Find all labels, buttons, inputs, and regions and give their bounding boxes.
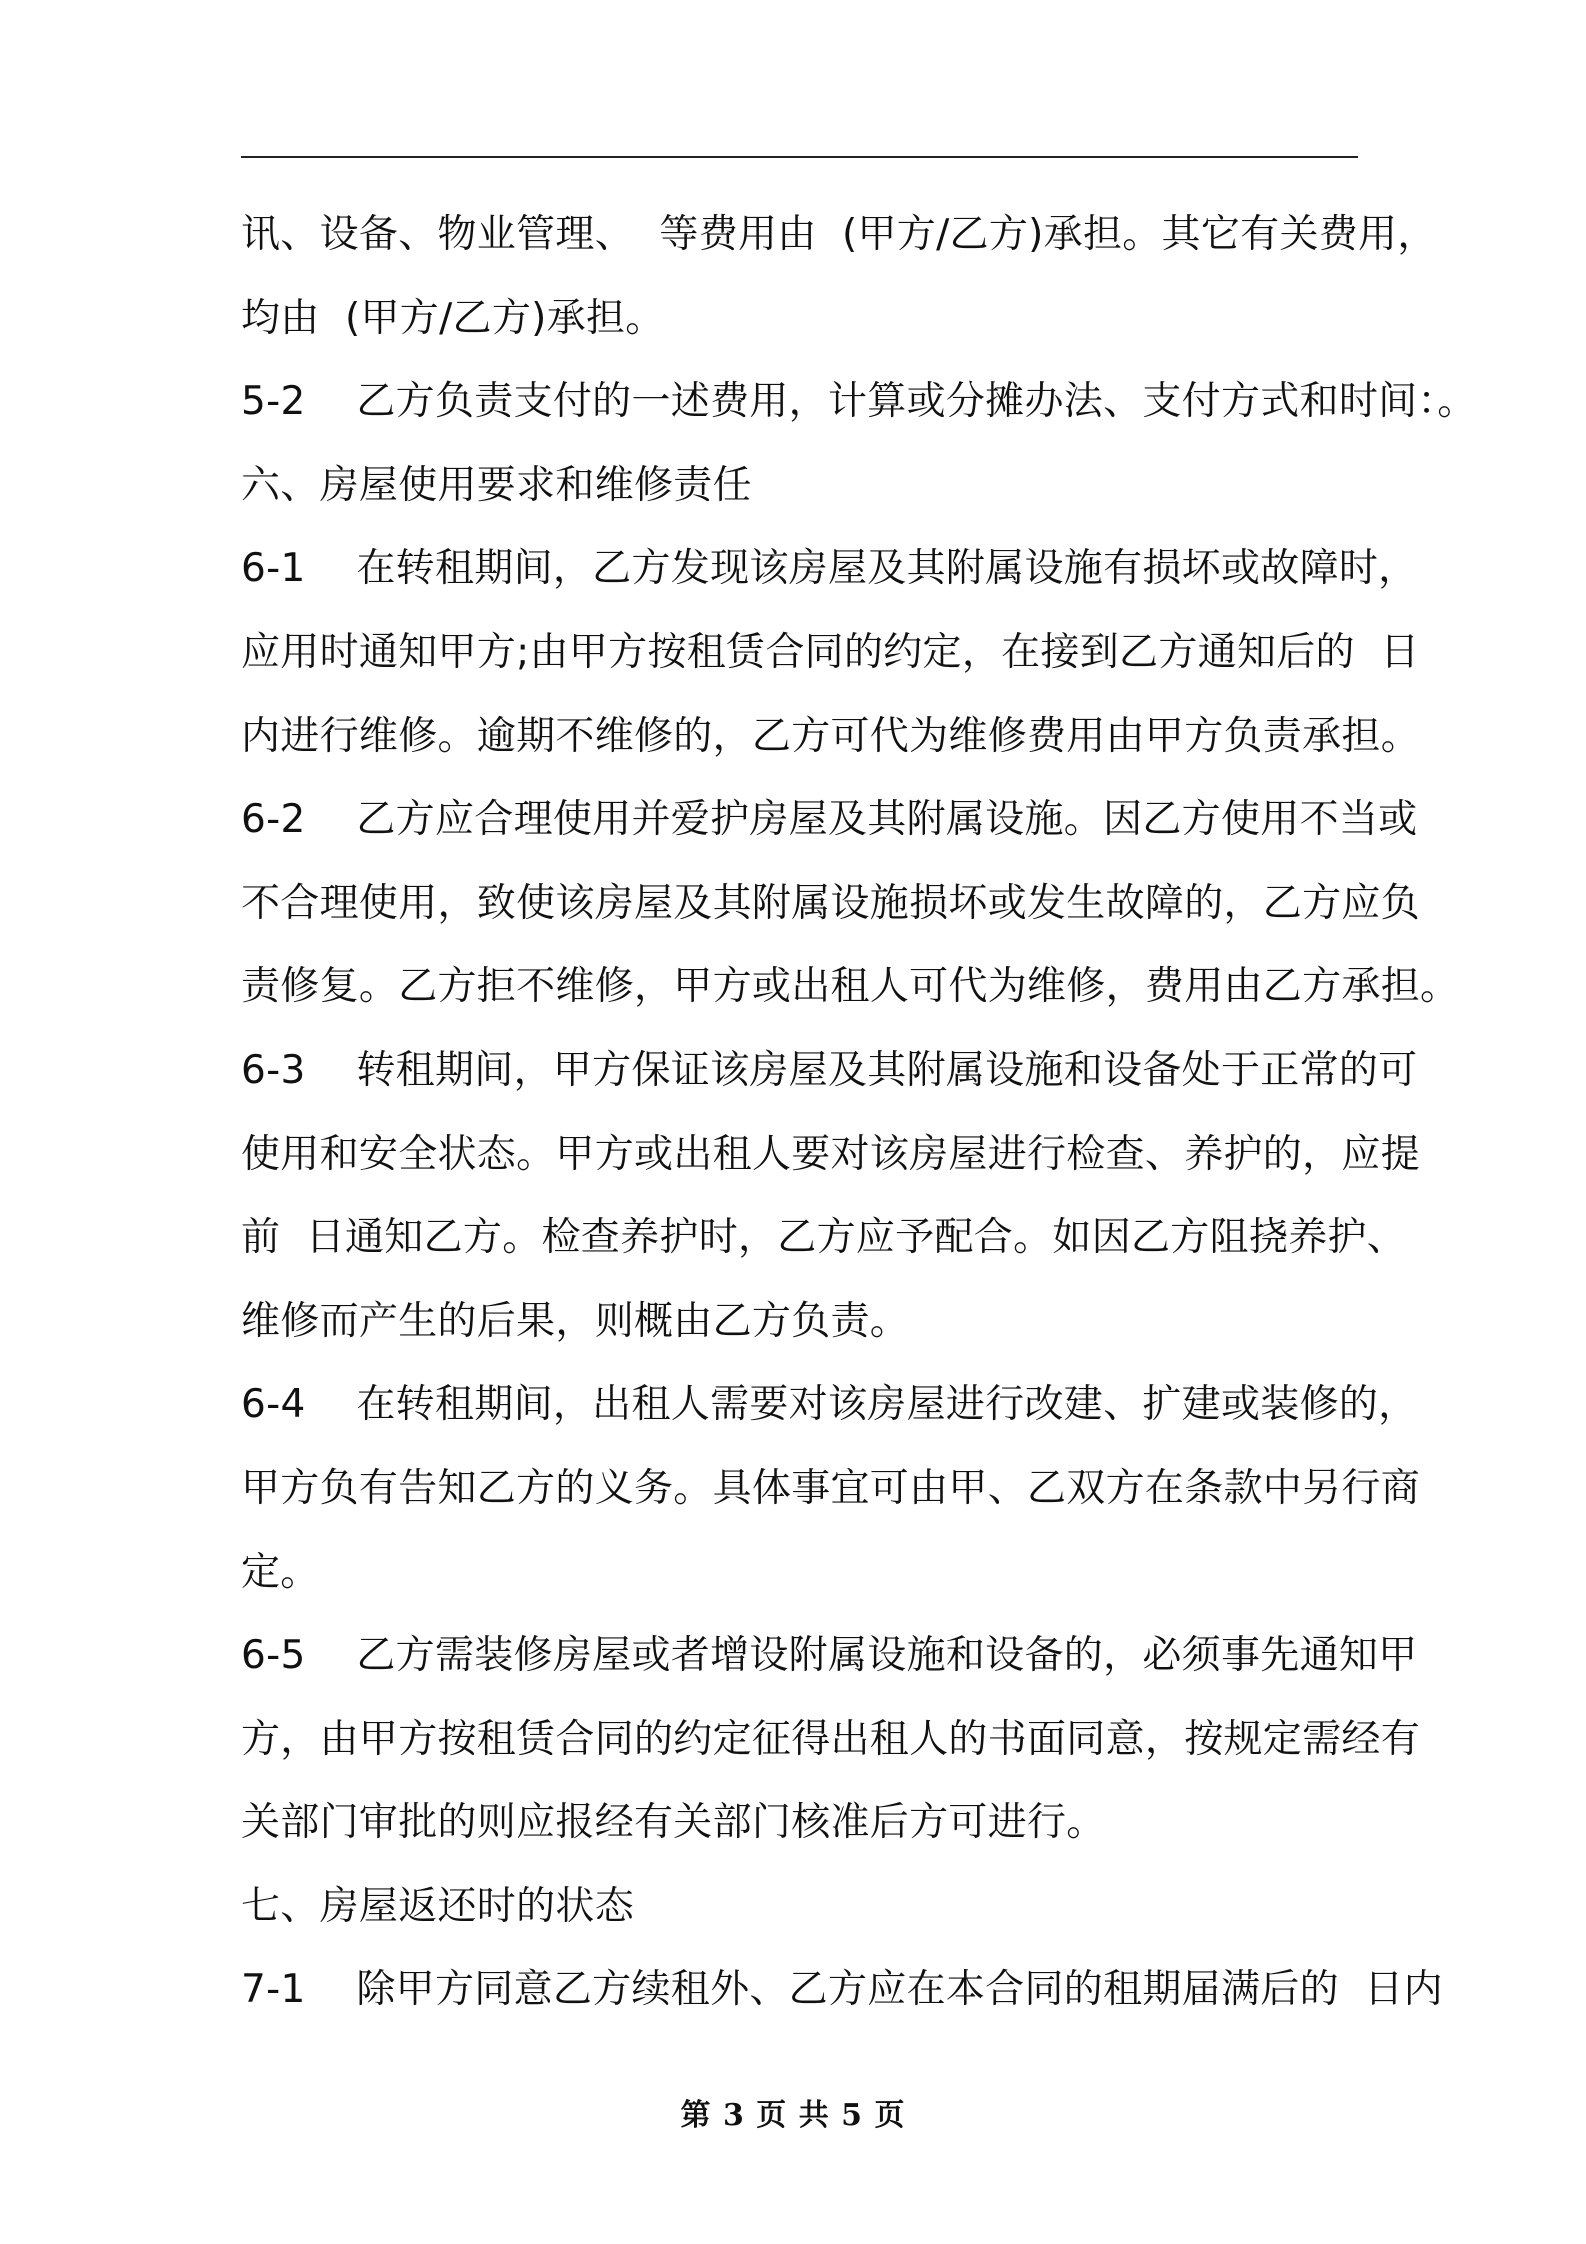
- text-line: 7-1 除甲方同意乙方续租外、乙方应在本合同的租期届满后的 日内: [241, 1967, 1443, 2013]
- text-line: 方，由甲方按租赁合同的约定征得出租人的书面同意，按规定需经有: [241, 1716, 1421, 1762]
- text-line: 内进行维修。逾期不维修的，乙方可代为维修费用由甲方负责承担。: [241, 713, 1421, 759]
- text-line: 5-2 乙方负责支付的一述费用，计算或分摊办法、支付方式和时间：。: [241, 379, 1477, 425]
- text-line: 讯、设备、物业管理、 等费用由 (甲方/乙方)承担。其它有关费用，: [241, 212, 1437, 257]
- document-body: [241, 193, 1477, 2032]
- text-line: 6-3 转租期间，甲方保证该房屋及其附属设施和设备处于正常的可: [241, 1047, 1418, 1093]
- text-line: 6-2 乙方应合理使用并爱护房屋及其附属设施。因乙方使用不当或: [241, 797, 1418, 843]
- text-line: 关部门审批的则应报经有关部门核准后方可进行。: [241, 1800, 1106, 1846]
- text-line: 使用和安全状态。甲方或出租人要对该房屋进行检查、养护的，应提: [241, 1131, 1421, 1177]
- text-line: 甲方负有告知乙方的义务。具体事宜可由甲、乙双方在条款中另行商: [241, 1465, 1421, 1511]
- page-footer: 第 3 页 共 5 页: [680, 2098, 906, 2133]
- text-line: 前 日通知乙方。检查养护时，乙方应予配合。如因乙方阻挠养护、: [241, 1215, 1407, 1261]
- text-line: 6-4 在转租期间，出租人需要对该房屋进行改建、扩建或装修的，: [241, 1382, 1418, 1428]
- text-line: 维修而产生的后果，则概由乙方负责。: [241, 1298, 910, 1344]
- text-line: 责修复。乙方拒不维修，甲方或出租人可代为维修，费用由乙方承担。: [241, 964, 1460, 1010]
- text-line: 均由 (甲方/乙方)承担。: [241, 295, 665, 341]
- section-heading: 七、房屋返还时的状态: [241, 1883, 635, 1929]
- header-rule: [241, 156, 1358, 158]
- text-line: 应用时通知甲方;由甲方按租赁合同的约定，在接到乙方通知后的 日: [241, 629, 1420, 675]
- text-line: 6-1 在转租期间，乙方发现该房屋及其附属设施有损坏或故障时，: [241, 546, 1418, 592]
- text-line: 6-5 乙方需装修房屋或者增设附属设施和设备的，必须事先通知甲: [241, 1633, 1418, 1679]
- text-line: 不合理使用，致使该房屋及其附属设施损坏或发生故障的，乙方应负: [241, 880, 1421, 926]
- section-heading: 六、房屋使用要求和维修责任: [241, 462, 752, 508]
- text-line: 定。: [241, 1549, 320, 1595]
